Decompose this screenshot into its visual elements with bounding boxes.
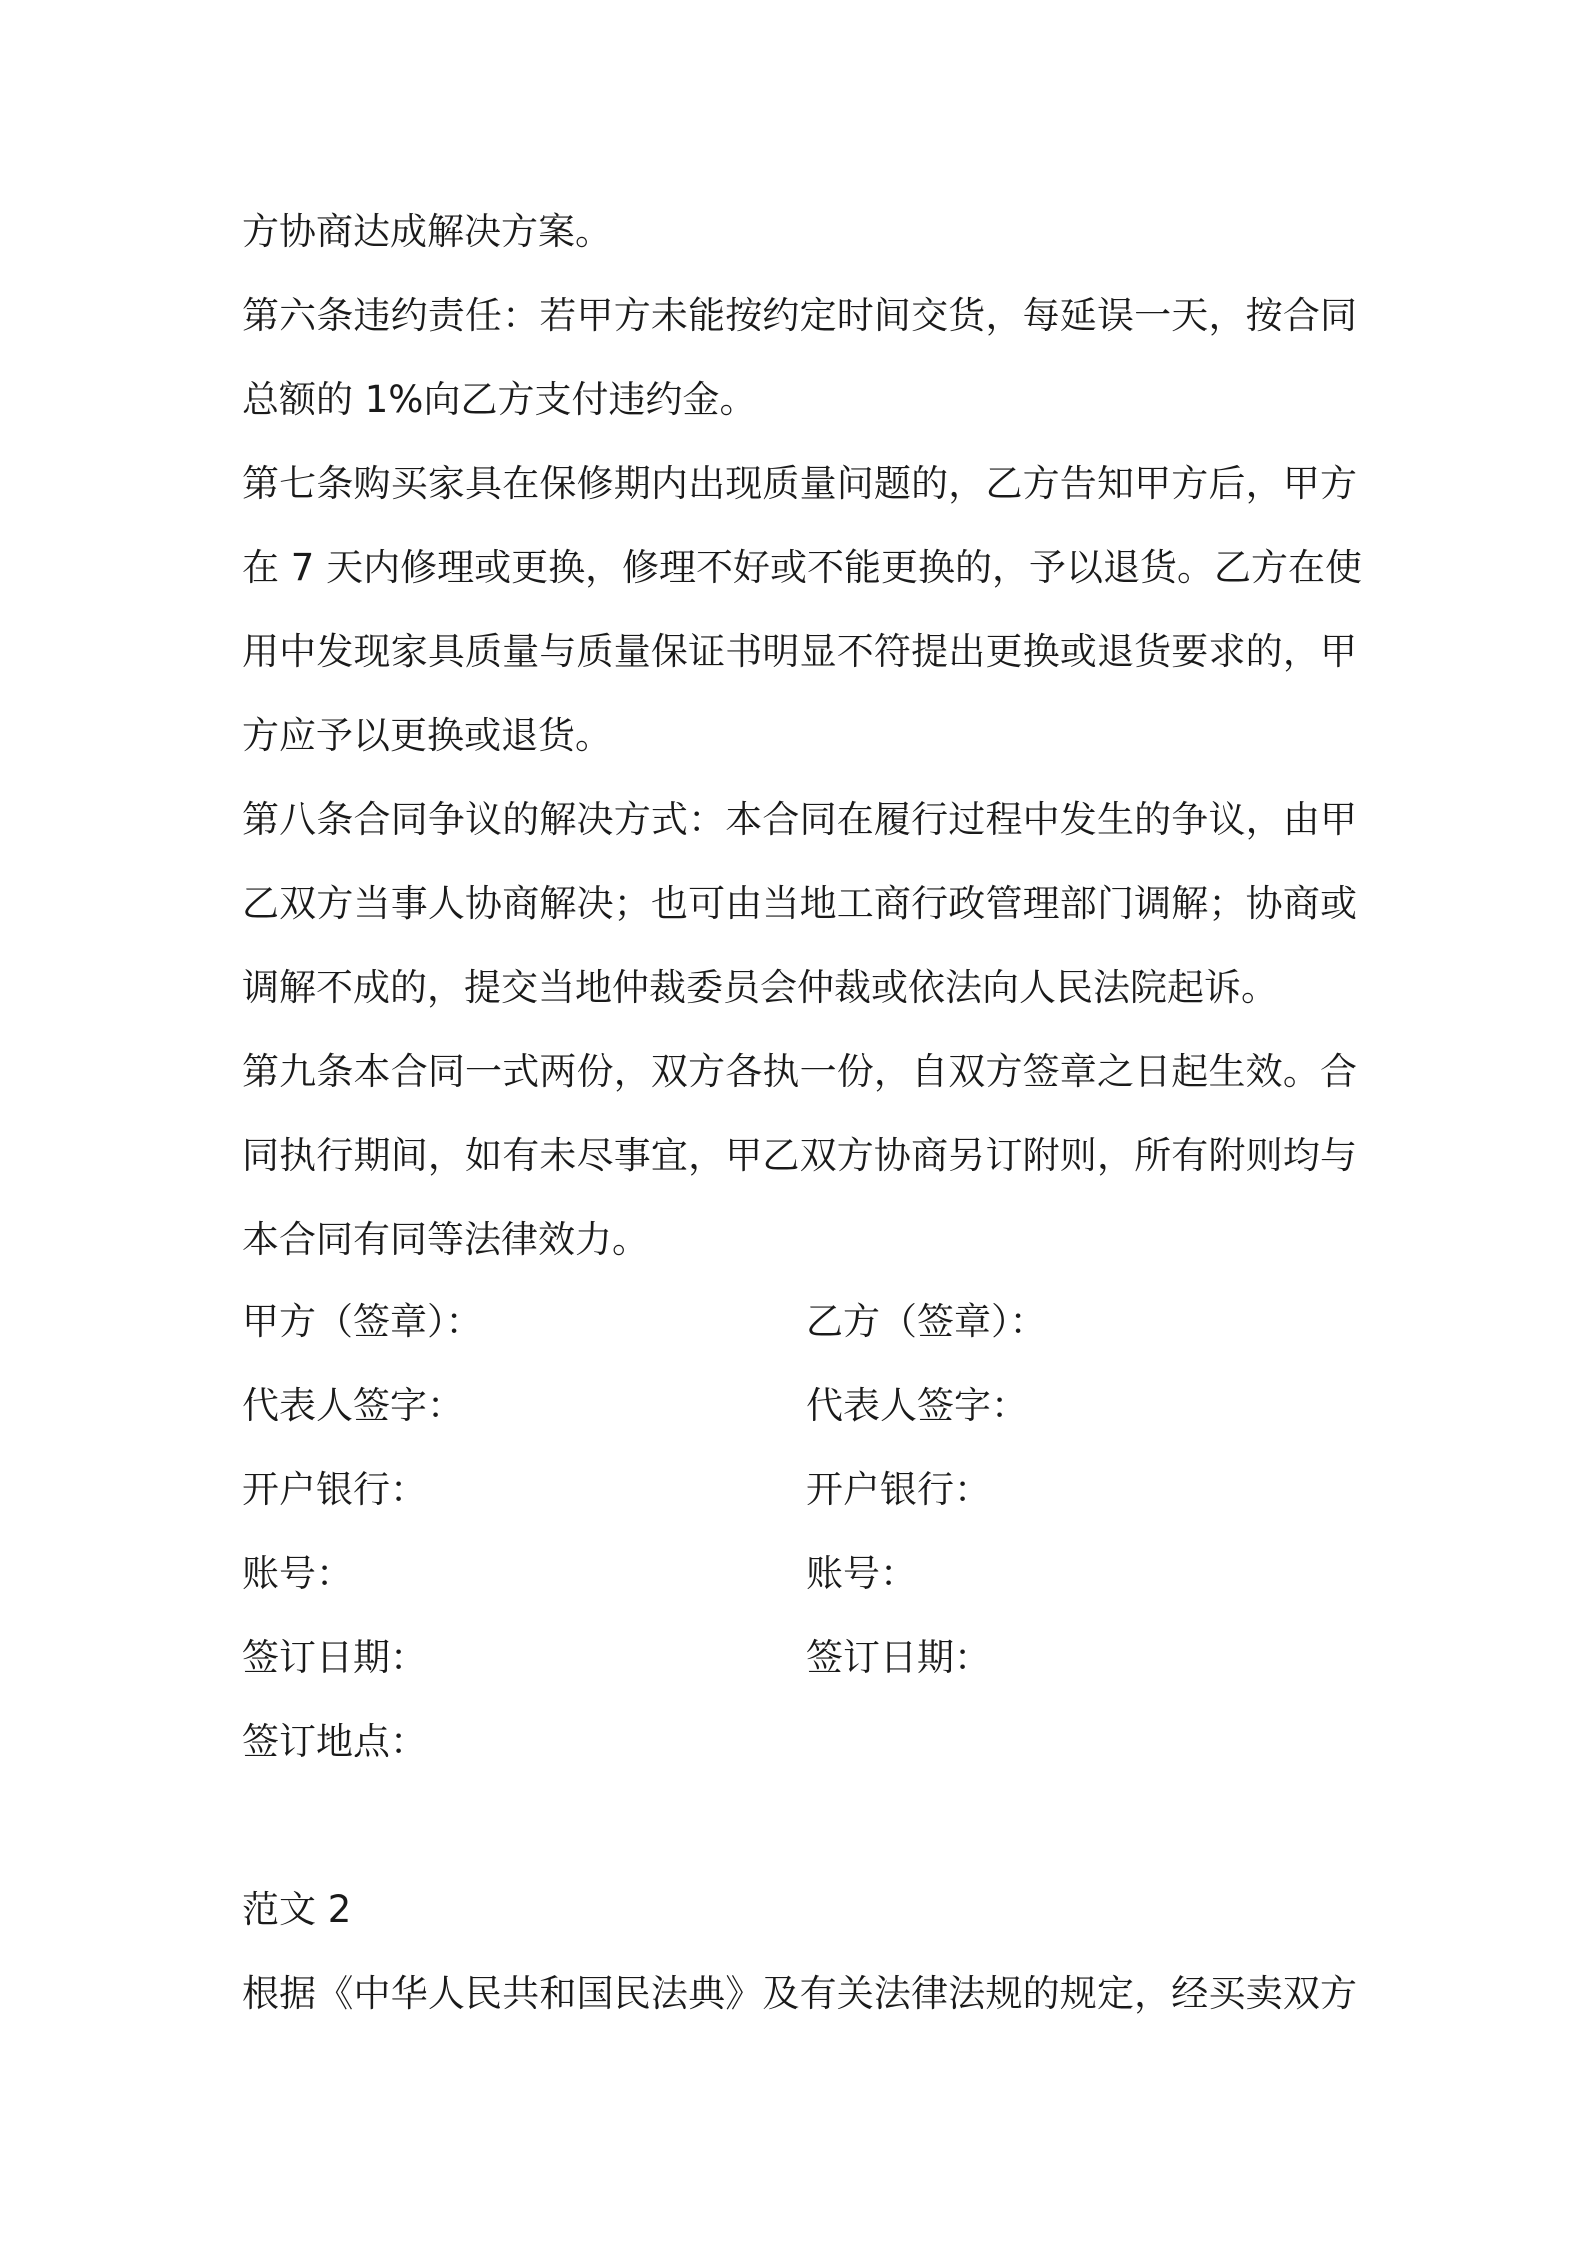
party-a-account-label: 账号： (242, 1552, 353, 1595)
party-b-representative-label: 代表人签字： (806, 1384, 1028, 1427)
party-b-account-label: 账号： (806, 1552, 917, 1595)
text-line: 同执行期间，如有未尽事宜，甲乙双方协商另订附则，所有附则均与 (242, 1134, 1357, 1177)
text-line: 在 7 天内修理或更换，修理不好或不能更换的，予以退货。乙方在使 (242, 546, 1363, 589)
text-line: 乙双方当事人协商解决；也可由当地工商行政管理部门调解；协商或 (242, 882, 1357, 925)
signature-block (242, 1280, 1357, 1784)
text-line: 第六条违约责任：若甲方未能按约定时间交货，每延误一天，按合同 (242, 294, 1357, 337)
party-b-bank-label: 开户银行： (806, 1468, 991, 1511)
text-line: 总额的 1%向乙方支付违约金。 (242, 378, 757, 421)
party-a-representative-label: 代表人签字： (242, 1384, 464, 1427)
text-line: 调解不成的，提交当地仲裁委员会仲裁或依法向人民法院起诉。 (242, 966, 1278, 1009)
signing-place-label: 签订地点： (242, 1720, 427, 1763)
party-a-bank-label: 开户银行： (242, 1468, 427, 1511)
text-line: 方协商达成解决方案。 (242, 210, 612, 253)
text-line: 方应予以更换或退货。 (242, 714, 612, 757)
signature-row (242, 1700, 1357, 1784)
text-line: 根据《中华人民共和国民法典》及有关法律法规的规定，经买卖双方 (242, 1972, 1357, 2015)
text-line: 第七条购买家具在保修期内出现质量问题的，乙方告知甲方后，甲方 (242, 462, 1357, 505)
signature-row (242, 1616, 1357, 1700)
contract-clauses (242, 190, 1363, 1282)
text-line: 第八条合同争议的解决方式：本合同在履行过程中发生的争议，由甲 (242, 798, 1357, 841)
signature-row (242, 1364, 1357, 1448)
party-a-seal-label: 甲方（签章）： (242, 1300, 483, 1343)
section-heading: 范文 2 (242, 1888, 352, 1931)
signature-row (242, 1448, 1357, 1532)
text-line: 第九条本合同一式两份，双方各执一份，自双方签章之日起生效。合 (242, 1050, 1357, 1093)
party-b-seal-label: 乙方（签章）： (806, 1300, 1047, 1343)
party-b-date-label: 签订日期： (806, 1636, 991, 1679)
text-line: 本合同有同等法律效力。 (242, 1218, 649, 1261)
text-line: 用中发现家具质量与质量保证书明显不符提出更换或退货要求的，甲 (242, 630, 1357, 673)
signature-row (242, 1532, 1357, 1616)
party-a-date-label: 签订日期： (242, 1636, 427, 1679)
sample-two-section (242, 1868, 1357, 2036)
signature-row (242, 1280, 1357, 1364)
